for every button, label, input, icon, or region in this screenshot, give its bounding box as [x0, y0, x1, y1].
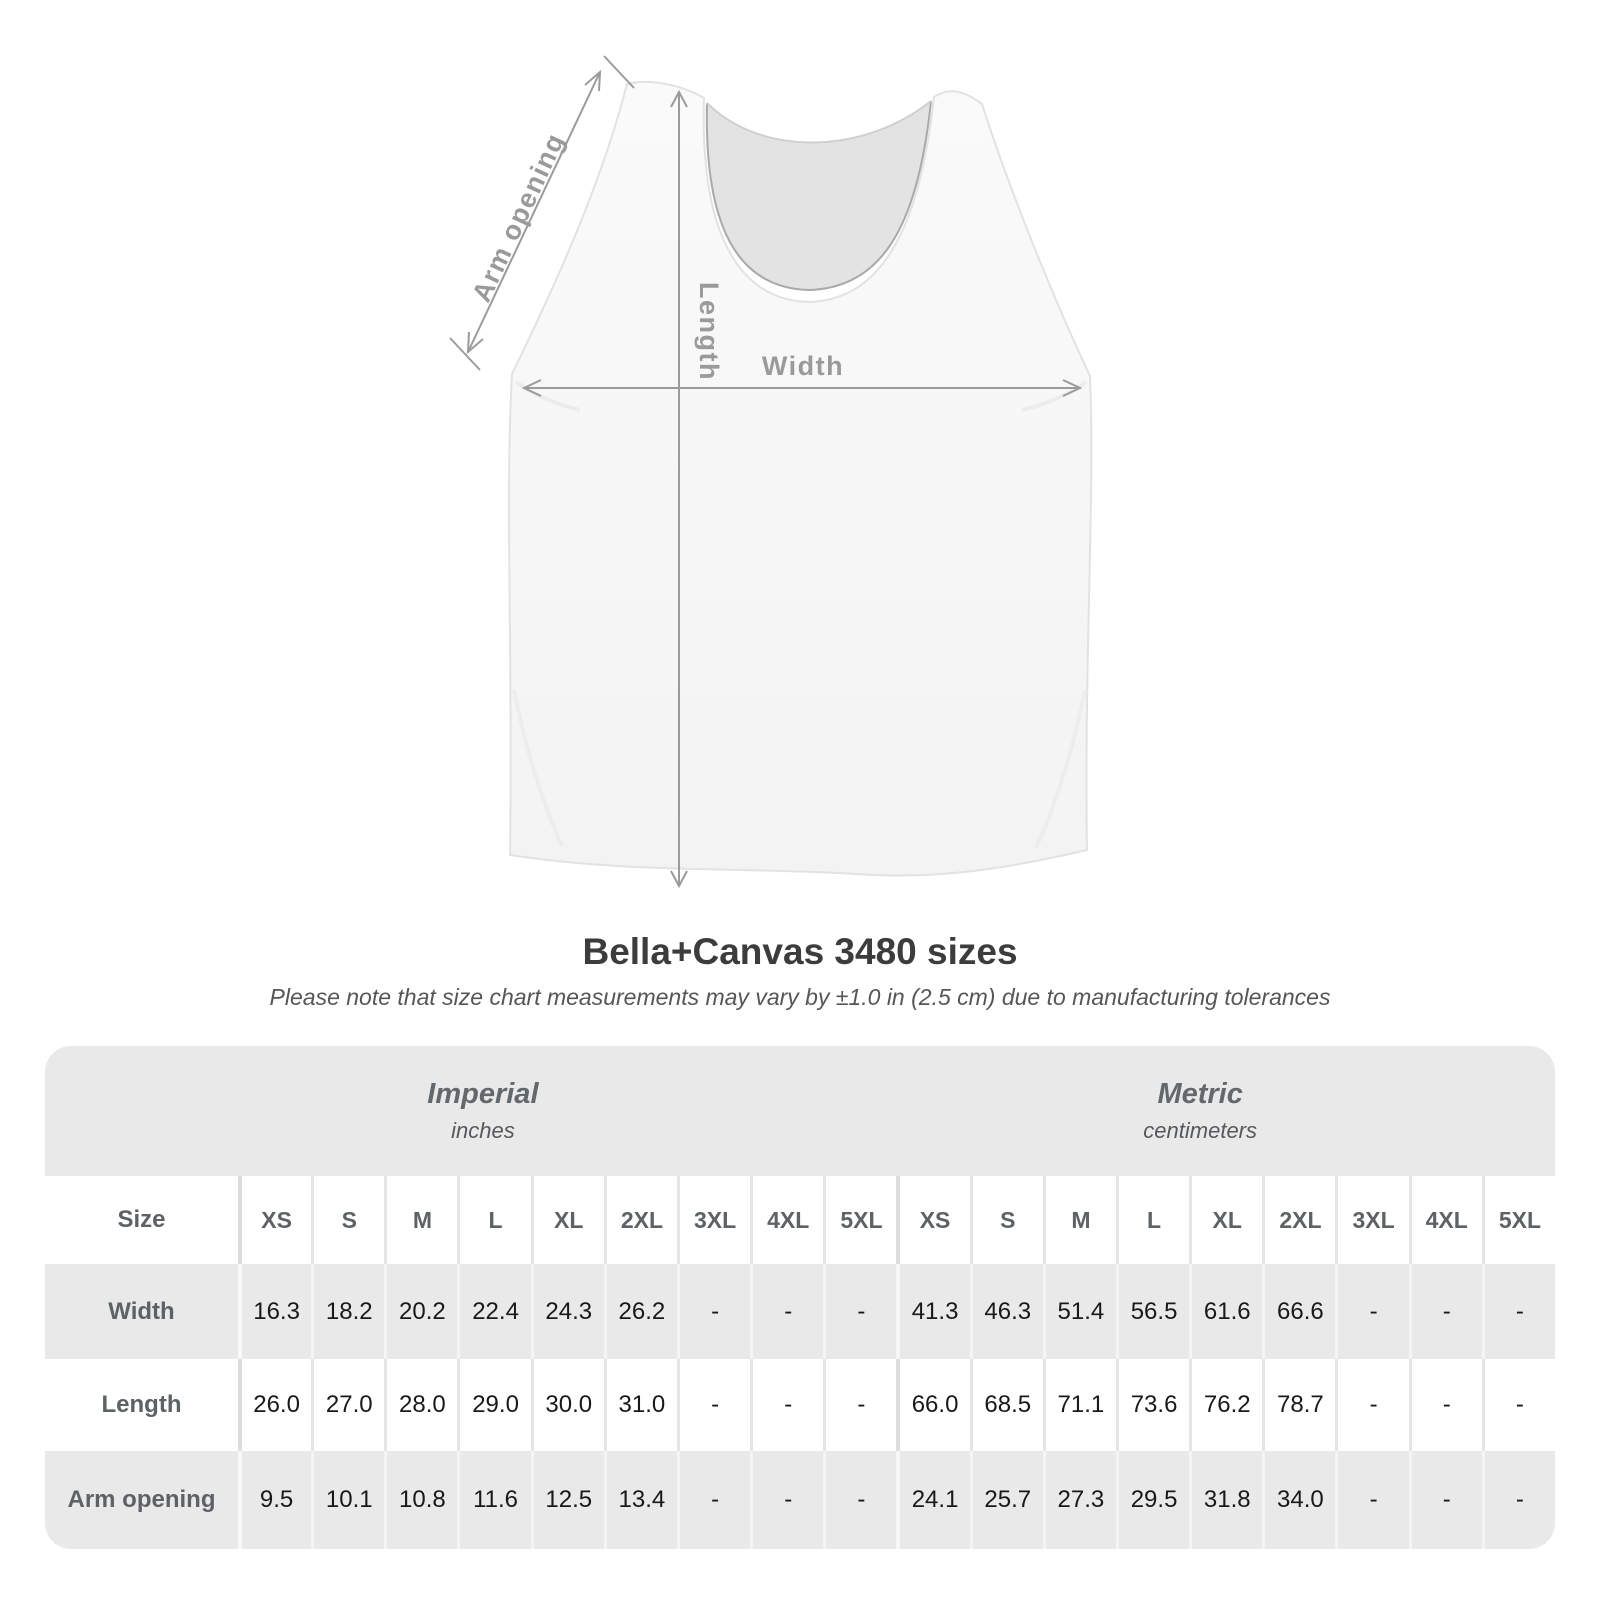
value-imperial-length-xs: 26.0	[238, 1359, 311, 1451]
value-metric-width-xs: 41.3	[896, 1264, 969, 1359]
value-imperial-length-2xl: 31.0	[604, 1359, 677, 1451]
value-metric-length-4xl: -	[1409, 1359, 1482, 1451]
unit-header-bar	[45, 1046, 1555, 1176]
value-metric-arm-opening-l: 29.5	[1116, 1451, 1189, 1549]
value-imperial-arm-opening-5xl: -	[823, 1451, 896, 1549]
size-header-metric-l: L	[1116, 1176, 1189, 1264]
value-metric-width-l: 56.5	[1116, 1264, 1189, 1359]
value-metric-arm-opening-m: 27.3	[1043, 1451, 1116, 1549]
value-imperial-length-m: 28.0	[384, 1359, 457, 1451]
value-metric-arm-opening-4xl: -	[1409, 1451, 1482, 1549]
value-imperial-width-3xl: -	[677, 1264, 750, 1359]
row-label-arm-opening: Arm opening	[45, 1451, 238, 1549]
value-metric-length-s: 68.5	[970, 1359, 1043, 1451]
size-header-imperial-xl: XL	[531, 1176, 604, 1264]
size-header-imperial-5xl: 5XL	[823, 1176, 896, 1264]
value-imperial-arm-opening-2xl: 13.4	[604, 1451, 677, 1549]
size-header-imperial-4xl: 4XL	[750, 1176, 823, 1264]
row-label-length: Length	[45, 1359, 238, 1451]
tank-top-graphic	[509, 82, 1091, 876]
size-header-imperial-m: M	[384, 1176, 457, 1264]
value-imperial-width-s: 18.2	[311, 1264, 384, 1359]
size-header-metric-4xl: 4XL	[1409, 1176, 1482, 1264]
metric-units: centimeters	[1143, 1118, 1258, 1143]
value-metric-length-xs: 66.0	[896, 1359, 969, 1451]
value-imperial-width-xs: 16.3	[238, 1264, 311, 1359]
unit-group-metric	[845, 1046, 1555, 1176]
value-metric-arm-opening-xs: 24.1	[896, 1451, 969, 1549]
value-metric-length-m: 71.1	[1043, 1359, 1116, 1451]
page-title: Bella+Canvas 3480 sizes	[582, 931, 1018, 972]
value-imperial-width-4xl: -	[750, 1264, 823, 1359]
size-header-imperial-2xl: 2XL	[604, 1176, 677, 1264]
value-imperial-arm-opening-l: 11.6	[457, 1451, 530, 1549]
value-imperial-arm-opening-m: 10.8	[384, 1451, 457, 1549]
value-metric-length-5xl: -	[1482, 1359, 1555, 1451]
value-metric-width-4xl: -	[1409, 1264, 1482, 1359]
length-label: Length	[694, 282, 724, 381]
value-metric-arm-opening-xl: 31.8	[1189, 1451, 1262, 1549]
imperial-units: inches	[451, 1118, 515, 1143]
value-metric-width-m: 51.4	[1043, 1264, 1116, 1359]
size-header-imperial-l: L	[457, 1176, 530, 1264]
value-imperial-width-xl: 24.3	[531, 1264, 604, 1359]
size-header-metric-xl: XL	[1189, 1176, 1262, 1264]
value-metric-length-3xl: -	[1335, 1359, 1408, 1451]
size-header-imperial-3xl: 3XL	[677, 1176, 750, 1264]
size-header-metric-s: S	[970, 1176, 1043, 1264]
size-table	[45, 1046, 1555, 1549]
size-header-metric-xs: XS	[896, 1176, 969, 1264]
unit-group-imperial	[45, 1046, 921, 1176]
size-header-imperial-s: S	[311, 1176, 384, 1264]
size-header-imperial-xs: XS	[238, 1176, 311, 1264]
arm-opening-label: Arm opening	[466, 128, 571, 307]
value-imperial-length-5xl: -	[823, 1359, 896, 1451]
size-grid	[45, 1176, 1555, 1549]
size-header-metric-3xl: 3XL	[1335, 1176, 1408, 1264]
value-imperial-width-5xl: -	[823, 1264, 896, 1359]
value-imperial-length-4xl: -	[750, 1359, 823, 1451]
value-imperial-length-l: 29.0	[457, 1359, 530, 1451]
value-metric-width-xl: 61.6	[1189, 1264, 1262, 1359]
value-imperial-arm-opening-xl: 12.5	[531, 1451, 604, 1549]
value-imperial-arm-opening-s: 10.1	[311, 1451, 384, 1549]
size-column-header: Size	[45, 1176, 238, 1264]
value-imperial-arm-opening-4xl: -	[750, 1451, 823, 1549]
value-metric-length-xl: 76.2	[1189, 1359, 1262, 1451]
value-metric-arm-opening-3xl: -	[1335, 1451, 1408, 1549]
row-label-width: Width	[45, 1264, 238, 1359]
value-metric-width-3xl: -	[1335, 1264, 1408, 1359]
value-imperial-length-xl: 30.0	[531, 1359, 604, 1451]
value-metric-arm-opening-5xl: -	[1482, 1451, 1555, 1549]
value-imperial-width-m: 20.2	[384, 1264, 457, 1359]
value-metric-width-s: 46.3	[970, 1264, 1043, 1359]
size-header-metric-m: M	[1043, 1176, 1116, 1264]
value-metric-arm-opening-2xl: 34.0	[1262, 1451, 1335, 1549]
metric-label: Metric	[1157, 1078, 1243, 1110]
size-header-metric-2xl: 2XL	[1262, 1176, 1335, 1264]
value-metric-arm-opening-s: 25.7	[970, 1451, 1043, 1549]
value-imperial-length-3xl: -	[677, 1359, 750, 1451]
value-imperial-width-l: 22.4	[457, 1264, 530, 1359]
imperial-label: Imperial	[427, 1078, 539, 1110]
value-imperial-width-2xl: 26.2	[604, 1264, 677, 1359]
value-metric-width-2xl: 66.6	[1262, 1264, 1335, 1359]
tolerance-note: Please note that size chart measurements may vary by ±1.0 in (2.5 cm) due to manufacturing tolerances	[269, 984, 1331, 1010]
value-imperial-arm-opening-3xl: -	[677, 1451, 750, 1549]
value-metric-length-2xl: 78.7	[1262, 1359, 1335, 1451]
value-imperial-arm-opening-xs: 9.5	[238, 1451, 311, 1549]
value-imperial-length-s: 27.0	[311, 1359, 384, 1451]
width-label: Width	[761, 351, 845, 381]
value-metric-length-l: 73.6	[1116, 1359, 1189, 1451]
size-header-metric-5xl: 5XL	[1482, 1176, 1555, 1264]
value-metric-width-5xl: -	[1482, 1264, 1555, 1359]
